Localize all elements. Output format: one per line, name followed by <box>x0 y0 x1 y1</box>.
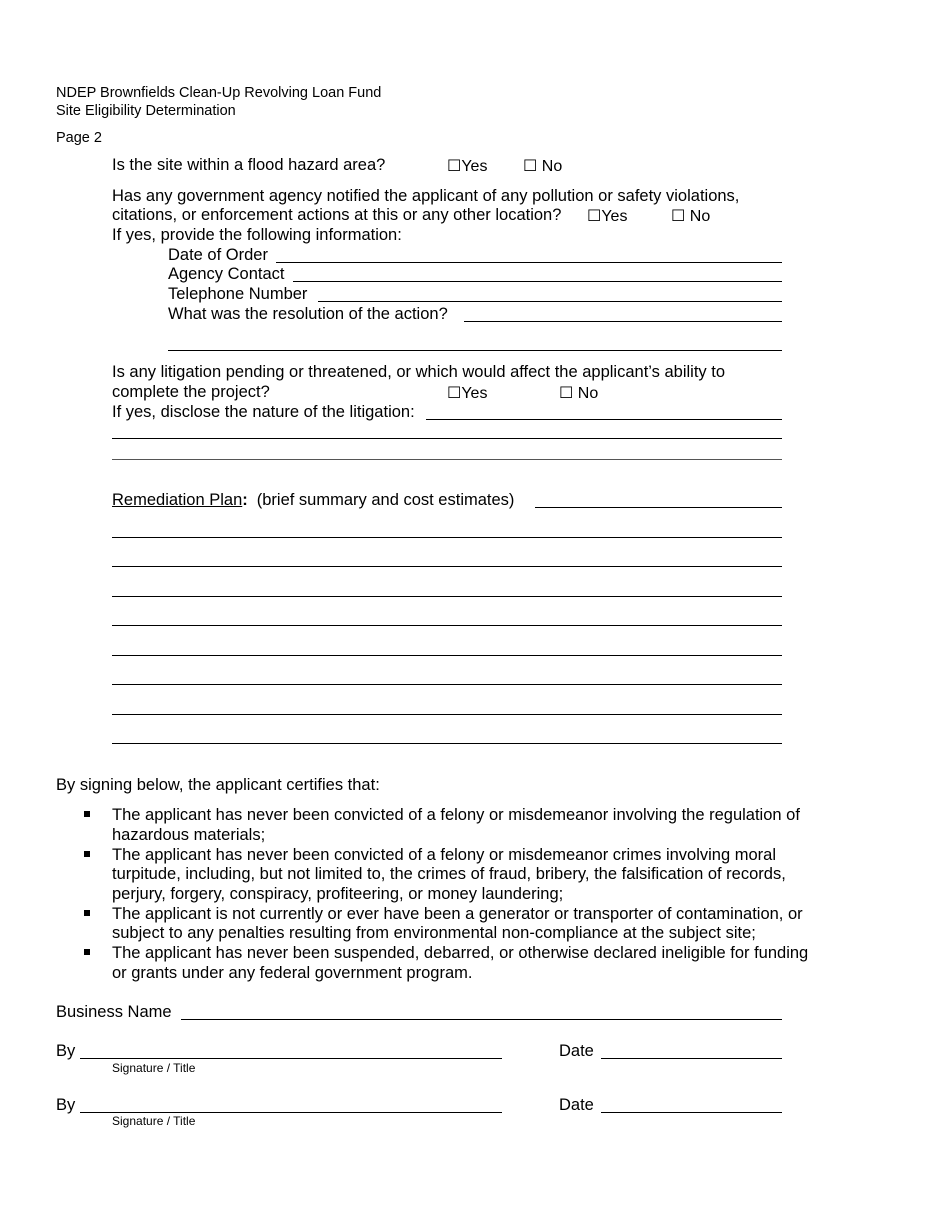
signature-caption: Signature / Title <box>112 1061 196 1075</box>
litigation-field[interactable] <box>426 419 782 420</box>
header-form-title: Site Eligibility Determination <box>56 103 236 119</box>
flood-no-checkbox[interactable]: ☐ No <box>523 158 563 175</box>
resolution-label: What was the resolution of the action? <box>168 305 448 323</box>
litigation-yes-checkbox[interactable]: ☐Yes <box>447 385 488 402</box>
business-name-field[interactable] <box>181 1019 782 1020</box>
remediation-plan-heading <box>112 491 514 510</box>
certify-item-2-line3: perjury, forgery, conspiracy, profiteering, or money laundering; <box>112 885 564 903</box>
remediation-field-line[interactable] <box>112 537 782 538</box>
litigation-field-line2[interactable] <box>112 438 782 439</box>
litigation-question-line1: Is any litigation pending or threatened, or which would affect the applicant’s ability to <box>112 363 726 381</box>
resolution-field[interactable] <box>464 321 782 322</box>
certify-item-4-line2: or grants under any federal government program. <box>112 964 473 982</box>
date-field[interactable] <box>601 1112 782 1113</box>
litigation-no-checkbox[interactable]: ☐ No <box>559 385 599 402</box>
certify-intro: By signing below, the applicant certifies that: <box>56 776 380 794</box>
remediation-field-line[interactable] <box>112 655 782 656</box>
date-of-order-field[interactable] <box>276 262 782 263</box>
signature-caption: Signature / Title <box>112 1114 196 1128</box>
remediation-field[interactable] <box>535 507 782 508</box>
violations-no-checkbox[interactable]: ☐ No <box>671 208 711 225</box>
remediation-plan-hint: (brief summary and cost estimates) <box>256 491 515 509</box>
litigation-ifyes-instruction: If yes, disclose the nature of the litigation: <box>112 403 415 421</box>
certify-item-3-line1: The applicant is not currently or ever have been a generator or transporter of contamination, or <box>112 905 803 923</box>
signature-field[interactable] <box>80 1112 502 1113</box>
flood-yes-checkbox[interactable]: ☐Yes <box>447 158 488 175</box>
by-label: By <box>56 1042 76 1060</box>
agency-contact-field[interactable] <box>293 281 782 282</box>
certify-item-2-line2: turpitude, including, but not limited to, the crimes of fraud, bribery, the falsification of records, <box>112 865 786 883</box>
telephone-number-field[interactable] <box>318 301 782 302</box>
certify-item-2-line1: The applicant has never been convicted of a felony or misdemeanor crimes involving moral <box>112 846 777 864</box>
remediation-plan-colon: : <box>242 491 248 509</box>
certify-item-3-line2: subject to any penalties resulting from environmental non-compliance at the subject site; <box>112 924 756 942</box>
flood-question: Is the site within a flood hazard area? <box>112 156 386 174</box>
remediation-field-line[interactable] <box>112 684 782 685</box>
violations-yes-checkbox[interactable]: ☐Yes <box>587 208 628 225</box>
date-of-order-label: Date of Order <box>168 246 268 264</box>
signature-field[interactable] <box>80 1058 502 1059</box>
remediation-field-line[interactable] <box>112 596 782 597</box>
agency-contact-label: Agency Contact <box>168 265 285 283</box>
violations-ifyes-instruction: If yes, provide the following information: <box>112 226 402 244</box>
date-label: Date <box>559 1042 594 1060</box>
header-program-title: NDEP Brownfields Clean-Up Revolving Loan Fund <box>56 85 382 101</box>
date-field[interactable] <box>601 1058 782 1059</box>
litigation-field-line3[interactable] <box>112 459 782 460</box>
by-label: By <box>56 1096 76 1114</box>
bullet-icon <box>84 949 90 955</box>
violations-question-line1: Has any government agency notified the applicant of any pollution or safety violations, <box>112 187 740 205</box>
resolution-field-line2[interactable] <box>168 350 782 351</box>
remediation-plan-label: Remediation Plan <box>112 491 243 509</box>
certify-item-4-line1: The applicant has never been suspended, debarred, or otherwise declared ineligible for funding <box>112 944 809 962</box>
certify-item-1-line1: The applicant has never been convicted of a felony or misdemeanor involving the regulation of <box>112 806 800 824</box>
remediation-field-line[interactable] <box>112 714 782 715</box>
remediation-field-line[interactable] <box>112 566 782 567</box>
date-label: Date <box>559 1096 594 1114</box>
violations-question-line2: citations, or enforcement actions at this or any other location? <box>112 206 562 224</box>
bullet-icon <box>84 851 90 857</box>
certify-item-1-line2: hazardous materials; <box>112 826 266 844</box>
bullet-icon <box>84 910 90 916</box>
telephone-number-label: Telephone Number <box>168 285 308 303</box>
page-number: Page 2 <box>56 130 102 146</box>
litigation-question-line2: complete the project? <box>112 383 270 401</box>
remediation-field-line[interactable] <box>112 625 782 626</box>
bullet-icon <box>84 811 90 817</box>
remediation-field-line[interactable] <box>112 743 782 744</box>
business-name-label: Business Name <box>56 1003 172 1021</box>
